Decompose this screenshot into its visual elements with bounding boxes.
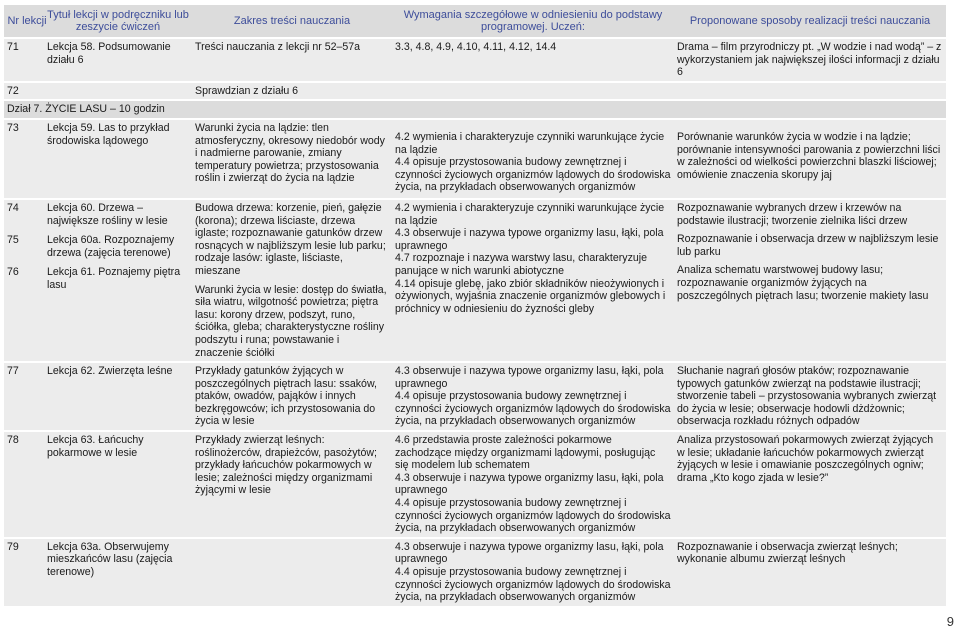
requirement-item: 4.7 rozpoznaje i nazywa warstwy lasu, charakteryzuje panujące w nich warunki abiotyczne — [395, 252, 648, 277]
requirement-item: 4.2 wymienia i charakteryzuje czynniki warunkujące życie na lądzie — [395, 201, 665, 227]
header-requirements: Wymagania szczegółowe w odniesieniu do podstawy programowej. Uczeń: — [392, 5, 674, 37]
lesson-methods: Rozpoznawanie i obserwacja zwierząt leśnych; wykonanie albumu zwierząt leśnych — [674, 539, 946, 606]
lesson-scope: Treści nauczania z lekcji nr 52–57a — [192, 39, 392, 81]
lesson-scope: Przykłady zwierząt leśnych: roślinożerców, drapieżców, pasożytów; przykłady łańcuchów pokarmowych w lesie; zależności między organizmami żyjącymi w lesie — [192, 432, 392, 537]
empty-cell — [192, 539, 392, 606]
requirement-item: 4.4 opisuje przystosowania budowy zewnętrznej i czynności życiowych organizmów lądowych do środowiska życia, na przykładach obserwowanych organizmów — [395, 566, 671, 604]
empty-cell — [44, 83, 192, 100]
header-row — [4, 5, 946, 37]
test-label: Sprawdzian z działu 6 — [192, 83, 946, 100]
table-row — [4, 200, 946, 361]
lesson-scope: Warunki życia na lądzie: tlen atmosferyczny, okresowy niedobór wody i nadmierne parowanie, zmiany temperatury powietrza; przystosowania roślin i zwierząt do życia na lądzie — [192, 120, 392, 198]
lesson-number: 74 75 76 — [4, 200, 44, 361]
lesson-requirements — [392, 120, 674, 198]
section-row — [4, 101, 946, 118]
lesson-requirements: 3.3, 4.8, 4.9, 4.10, 4.11, 4.12, 14.4 — [392, 39, 674, 81]
lesson-title: Lekcja 60. Drzewa – największe rośliny w lesie Lekcja 60a. Rozpoznajemy drzewa (zajęcia terenowe) Lekcja 61. Poznajemy piętra lasu — [44, 200, 192, 361]
lesson-number: 72 — [4, 83, 44, 100]
requirement-item: 4.3 obserwuje i nazywa typowe organizmy lasu, łąki, pola uprawnego — [395, 227, 664, 252]
lesson-title: Lekcja 59. Las to przykład środowiska lądowego — [44, 120, 192, 198]
lesson-number: 78 — [4, 432, 44, 537]
header-scope: Zakres treści nauczania — [192, 5, 392, 37]
lesson-title: Lekcja 62. Zwierzęta leśne — [44, 363, 192, 430]
table-row — [4, 39, 946, 81]
lesson-requirements — [392, 432, 674, 537]
lesson-methods: Drama – film przyrodniczy pt. „W wodzie i nad wodą” – z wykorzystaniem jak największej ilości informacji z działu 6 — [674, 39, 946, 81]
section-title: Dział 7. ŻYCIE LASU – 10 godzin — [4, 101, 946, 118]
header-methods: Proponowane sposoby realizacji treści nauczania — [674, 5, 946, 37]
requirement-item: 4.4 opisuje przystosowania budowy zewnętrznej i czynności życiowych organizmów lądowych do środowiska życia, na przykładach obserwowanych organizmów — [395, 390, 671, 428]
requirement-item: 4.4 opisuje przystosowania budowy zewnętrznej i czynności życiowych organizmów lądowych do środowiska życia, na przykładach obserwowanych organizmów — [395, 156, 671, 194]
table-row — [4, 120, 946, 198]
lesson-methods: Rozpoznawanie wybranych drzew i krzewów na podstawie ilustracji; tworzenie zielnika liści drzew Rozpoznawanie i obserwacja drzew w najbliższym lesie lub parku Analiza schematu warstwowej budowy lasu; rozpoznawanie organizmów żyjących na poszczególnych piętrach lasu; tworzenie makiety lasu — [674, 200, 946, 361]
lesson-requirements — [392, 363, 674, 430]
lesson-scope: Budowa drzewa: korzenie, pień, gałęzie (korona); drzewa liściaste, drzewa iglaste; rozpoznawanie gatunków drzew rosnących w najbliższym lesie lub parku; rodzaje lasów: iglaste, liściaste, mieszane Warunki życia w lesie: dostęp do światła, siła wiatru, wilgotność powietrza; piętra lasu: korony drzew, podszyt, runo, ściółka, gleba; charakterystyczne rośliny podszytu i runa; powstawanie i znaczenie ściółki — [192, 200, 392, 361]
lesson-number: 71 — [4, 39, 44, 81]
lesson-number: 77 — [4, 363, 44, 430]
lesson-scope: Przykłady gatunków żyjących w poszczególnych piętrach lasu: ssaków, ptaków, owadów, pająków i innych bezkręgowców; ich przystosowania do życia w lesie — [192, 363, 392, 430]
lesson-methods: Porównanie warunków życia w wodzie i na lądzie; porównanie intensywności parowania z powierzchni liści w zależności od wielkości powierzchni blaszki liściowej; omówienie znaczenia skorupy jaj — [674, 120, 946, 198]
curriculum-table — [4, 3, 946, 608]
lesson-requirements — [392, 200, 674, 361]
requirement-item: 4.14 opisuje glebę, jako zbiór składników nieożywionych i ożywionych, wyjaśnia znaczenie organizmów glebowych i próchnicy w odniesieniu do żyzności gleby — [395, 277, 666, 315]
lesson-requirements — [392, 539, 674, 606]
lesson-number: 79 — [4, 539, 44, 606]
requirement-item: 4.4 opisuje przystosowania budowy zewnętrznej i czynności życiowych organizmów lądowych do środowiska życia, na przykładach obserwowanych organizmów — [395, 497, 671, 535]
requirement-item: 4.3 obserwuje i nazywa typowe organizmy lasu, łąki, pola uprawnego — [395, 540, 664, 566]
requirement-item: 4.3 obserwuje i nazywa typowe organizmy lasu, łąki, pola uprawnego — [395, 471, 664, 497]
table-row — [4, 83, 946, 100]
lesson-title: Lekcja 63. Łańcuchy pokarmowe w lesie — [44, 432, 192, 537]
table-row — [4, 432, 946, 537]
header-title: Tytuł lekcji w podręczniku lub zeszycie ćwiczeń — [44, 5, 192, 37]
table-row — [4, 363, 946, 430]
lesson-methods: Analiza przystosowań pokarmowych zwierząt żyjących w lesie; układanie łańcuchów pokarmowych zwierząt żyjących w lesie i omawianie poszczególnych ogniw; drama „Kto kogo zjada w lesie?” — [674, 432, 946, 537]
lesson-title: Lekcja 58. Podsumowanie działu 6 — [44, 39, 192, 81]
page-number: 9 — [946, 614, 954, 629]
lesson-number: 73 — [4, 120, 44, 198]
lesson-title: Lekcja 63a. Obserwujemy mieszkańców lasu (zajęcia terenowe) — [44, 539, 192, 606]
requirement-item: 4.6 przedstawia proste zależności pokarmowe zachodzące między organizmami lądowymi, posługując się modelem lub schematem — [395, 434, 656, 472]
requirement-item: 4.3 obserwuje i nazywa typowe organizmy lasu, łąki, pola uprawnego — [395, 365, 664, 390]
table-row — [4, 539, 946, 606]
requirement-item: 4.2 wymienia i charakteryzuje czynniki warunkujące życie na lądzie — [395, 130, 665, 156]
header-nr: Nr lekcji — [4, 5, 44, 37]
lesson-methods: Słuchanie nagrań głosów ptaków; rozpoznawanie typowych gatunków zwierząt na podstawie ilustracji; stworzenie tabeli – przystosowania wybranych zwierząt do życia w lesie; obserwacje hodowli dżdżownic; obserwacja rozkładu różnych odpadów — [674, 363, 946, 430]
